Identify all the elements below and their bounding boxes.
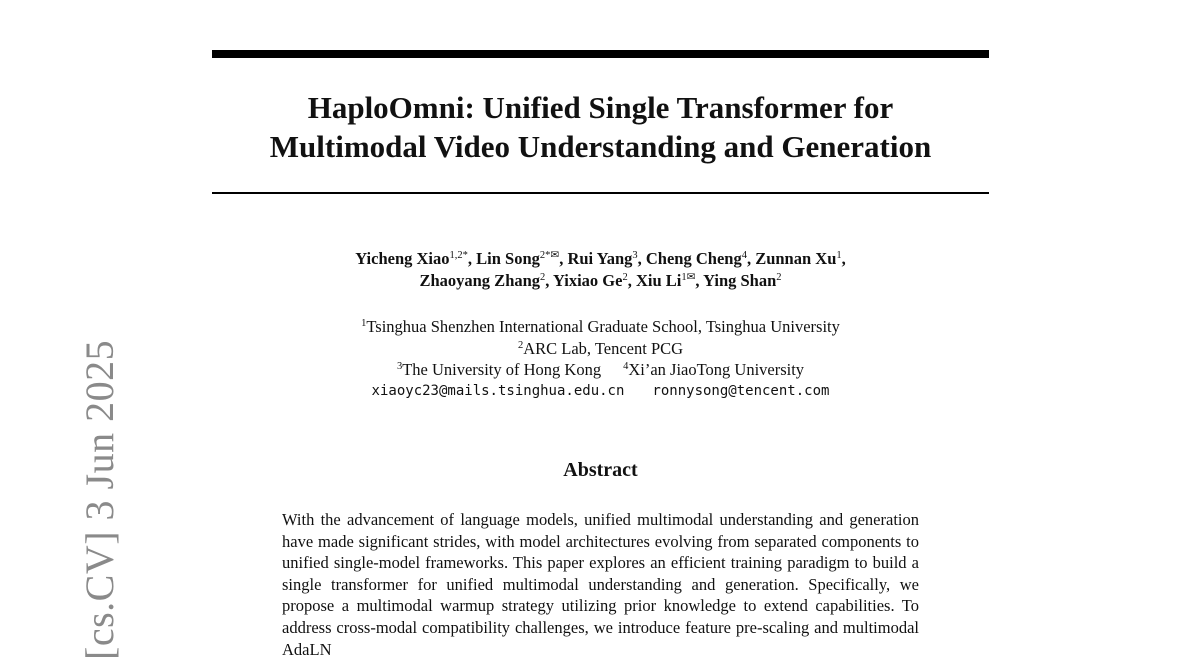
author-marks: 3 [632,250,638,261]
author: Zunnan Xu$^1$, [755,249,846,268]
author: Lin Song$^{2*✉}$, [476,249,568,268]
title-bottom-rule [212,192,989,194]
paper-title [212,88,989,166]
author-list [212,248,989,292]
author: Yicheng Xiao$^{1,2*}$, [355,249,477,268]
affiliation-block [212,316,989,402]
author: Xiu $Li^{1✉}$, [635,271,704,290]
author: Yixiao Ge$^2$, [552,271,636,290]
author-marks: 1,2* [449,250,468,261]
author-marks: 2*✉ [539,250,560,261]
abstract-heading: Abstract [563,459,638,481]
affiliation-line: $^2$ARC Lab, Tencent PCG [517,338,684,358]
author: Rui Yang$^3$, [567,249,646,268]
title-line-2: Multimodal Video Understanding and Generation [269,129,932,164]
title-line-1: HaploOmni: Unified Single Transformer for [307,90,894,125]
author-marks: 4 [741,250,747,261]
author-marks: 1 [836,250,842,261]
abstract-body: With the advancement of language models, unified multimodal understanding and generation have made significant strides, with model architectures evolving from separated components to unified single-model frameworks. This paper explores an efficient training paradigm to build a single transformer for unified multimodal understanding and generation. Specifically, we propose a multimodal warmup strategy utilizing prior knowledge to extend capabilities. To address cross-modal compatibility challenges, we introduce feature pre-scaling and multimodal AdaLN [282,510,919,659]
author-marks: 2 [622,272,628,283]
author-marks: 2 [540,272,546,283]
author-marks: 2 [776,272,782,283]
author: Ying Shan$^2$ [703,271,782,290]
author: Cheng Cheng$^4$, [645,249,756,268]
title-top-rule [212,50,989,58]
affiliation-line: $^3$The University of Hong Kong $^4$Xi’an JiaoTong University [396,360,805,379]
email-line [212,381,989,403]
author-marks: 1✉ [681,272,696,283]
affiliation-line: $^1$Tsinghua Shenzhen International Graduate School, Tsinghua University [361,317,840,336]
arxiv-side-identifier: [cs.CV] 3 Jun 2025 [77,339,122,660]
author: Zhaoyang Zhang$^2$, [419,271,553,290]
email-address[interactable]: ronnysong@tencent.com [652,382,830,399]
email-address[interactable]: xiaoyc23@mails.tsinghua.edu.cn [371,382,625,399]
